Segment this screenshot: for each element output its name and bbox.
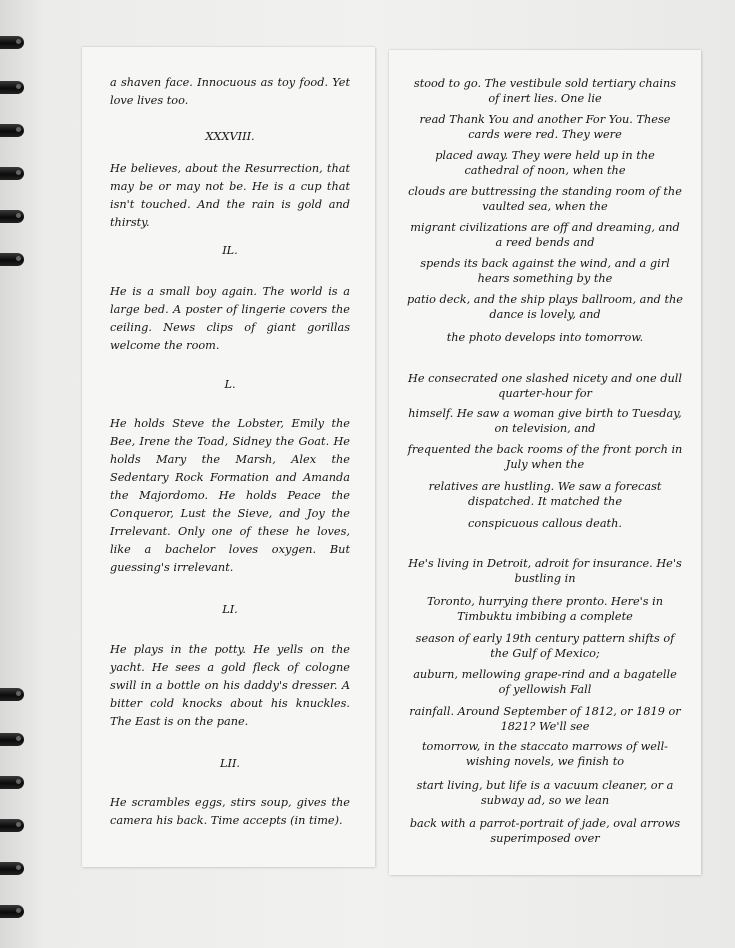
binding-ring: [0, 81, 24, 94]
spiral-binding: [0, 0, 30, 948]
right-line: patio deck, and the ship plays ballroom, and the dance is lovely, and: [407, 293, 683, 321]
right-line: himself. He saw a woman give birth to Tuesday, on television, and: [408, 407, 682, 435]
right-line: conspicuous callous death.: [468, 517, 622, 530]
right-line: spends its back against the wind, and a girl hears something by the: [420, 257, 670, 285]
right-line: tomorrow, in the staccato marrows of well-wishing novels, we finish to: [421, 740, 668, 768]
right-line: the photo develops into tomorrow.: [446, 331, 644, 344]
binding-ring: [0, 124, 24, 137]
binding-ring: [0, 688, 24, 701]
binding-ring: [0, 776, 24, 789]
right-line: Toronto, hurrying there pronto. Here's in Timbuktu imbibing a complete: [426, 595, 664, 623]
right-line: start living, but life is a vacuum cleaner, or a subway ad, so we lean: [416, 779, 674, 807]
right-line: migrant civilizations are off and dreaming, and a reed bends and: [410, 221, 680, 249]
section-heading-52: LII.: [219, 757, 241, 770]
binding-ring: [0, 733, 24, 746]
right-line: back with a parrot-portrait of jade, oval arrows superimposed over: [409, 817, 681, 845]
section-paragraph-50: He holds Steve the Lobster, Emily the Bee, Irene the Toad, Sidney the Goat. He holds Mary the Marsh, Alex the Sedentary Rock Formation and Amanda the Majordomo. He holds Peace the Conqueror, Lust the Sieve, and Joy the Irrelevant. Only one of these he loves, like a bachelor loves oxygen. But guessing's irrelevant.: [110, 417, 350, 574]
right-text-slip: [389, 50, 701, 875]
binding-ring: [0, 905, 24, 918]
right-line: relatives are hustling. We saw a forecast dispatched. It matched the: [428, 480, 662, 508]
binding-ring: [0, 167, 24, 180]
section-paragraph-38: He believes, about the Resurrection, that may be or may not be. He is a cup that isn't touched. And the rain is gold and thirsty.: [110, 162, 350, 229]
section-heading-38: XXXVIII.: [205, 130, 255, 143]
section-paragraph-51: He plays in the potty. He yells on the yacht. He sees a gold fleck of cologne swill in a bottle on his daddy's dresser. A bitter cold knocks about his knuckles. The East is on the pane.: [110, 643, 350, 728]
intro-paragraph: a shaven face. Innocuous as toy food. Yet love lives too.: [110, 76, 350, 107]
right-line: placed away. They were held up in the cathedral of noon, when the: [435, 149, 655, 177]
right-line: auburn, mellowing grape-rind and a bagatelle of yellowish Fall: [413, 668, 677, 696]
section-paragraph-49: He is a small boy again. The world is a large bed. A poster of lingerie covers the ceiling. News clips of giant gorillas welcome the room.: [110, 285, 350, 352]
right-line: read Thank You and another For You. These cards were red. They were: [419, 113, 671, 141]
section-heading-50: L.: [224, 378, 236, 391]
section-paragraph-52: He scrambles eggs, stirs soup, gives the camera his back. Time accepts (in time).: [110, 796, 350, 827]
right-line: clouds are buttressing the standing room of the vaulted sea, when the: [408, 185, 682, 213]
right-line: He's living in Detroit, adroit for insurance. He's bustling in: [408, 557, 682, 585]
binding-ring: [0, 253, 24, 266]
binding-ring: [0, 862, 24, 875]
binding-ring: [0, 36, 24, 49]
section-heading-49: IL.: [222, 244, 238, 257]
binding-ring: [0, 819, 24, 832]
right-line: stood to go. The vestibule sold tertiary chains of inert lies. One lie: [413, 77, 677, 105]
left-text-slip: [82, 47, 375, 867]
binding-ring: [0, 210, 24, 223]
section-heading-51: LI.: [222, 603, 238, 616]
right-line: rainfall. Around September of 1812, or 1819 or 1821? We'll see: [409, 705, 681, 733]
right-line: He consecrated one slashed nicety and one dull quarter-hour for: [408, 372, 682, 400]
right-line: season of early 19th century pattern shifts of the Gulf of Mexico;: [415, 632, 675, 660]
right-line: frequented the back rooms of the front porch in July when the: [407, 443, 683, 471]
